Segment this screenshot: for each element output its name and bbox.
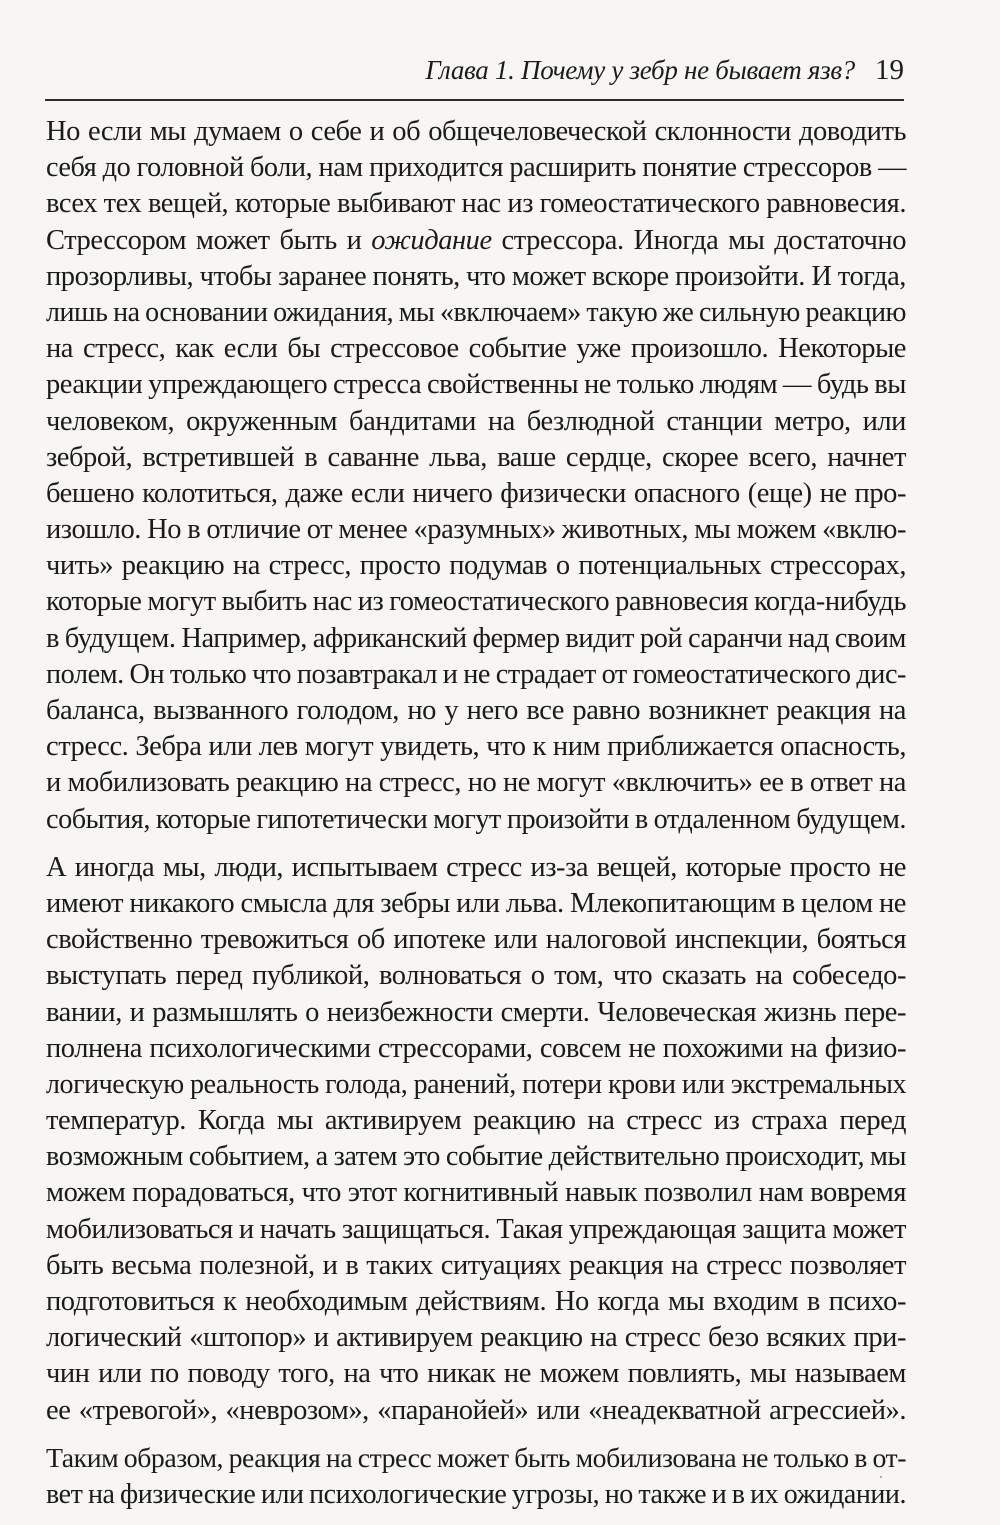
page-number: 19	[875, 54, 904, 86]
chapter-title: Глава 1. Почему у зебр не бывает язв?	[425, 55, 855, 85]
text-line: на стресс, как если бы стрессовое событие уже произошло. Некоторые	[46, 333, 906, 365]
text-line: чин или по поводу того, на что никак не можем повлиять, мы называем	[46, 1358, 906, 1390]
text-line: чить» реакцию на стресс, просто подумав о потенциальных стрессорах,	[46, 550, 906, 582]
text-line: человеком, окруженным бандитами на безлюдной станции метро, или	[46, 405, 906, 437]
text-line: логическую реальность голода, ранений, потери крови или экстремальных	[46, 1068, 906, 1100]
text-line: ее «тревогой», «неврозом», «паранойей» или «неадекватной агрессией».	[46, 1394, 906, 1426]
text-line: подготовиться к необходимым действиям. Но когда мы входим в психо-	[46, 1286, 906, 1317]
text-line: выступать перед публикой, волноваться о том, что сказать на собеседо-	[46, 960, 906, 992]
header-rule	[45, 99, 904, 101]
text-line: которые могут выбить нас из гомеостатического равновесия когда-нибудь	[46, 586, 906, 618]
text-line: вании, и размышлять о неизбежности смерти. Человеческая жизнь пере-	[46, 996, 906, 1028]
text-line: реакции упреждающего стресса свойственны не только людям — будь вы	[46, 369, 906, 401]
text-line: прозорливы, чтобы заранее понять, что может вскоре произойти. И тогда,	[46, 260, 906, 292]
text-line: стресс. Зебра или лев могут увидеть, что к ним приближается опасность,	[46, 731, 906, 763]
paragraph	[46, 1441, 906, 1513]
scan-speck	[880, 1476, 882, 1478]
text-line: имеют никакого смысла для зебры или льва. Млекопитающим в целом не	[46, 887, 906, 919]
text-line	[46, 223, 906, 259]
text-line: баланса, вызванного голодом, но у него все равно возникнет реакция на	[46, 695, 906, 726]
text-line: мобилизоваться и начать защищаться. Такая упреждающая защита может	[46, 1213, 906, 1245]
text-line: полнена психологическими стрессорами, совсем не похожими на физио-	[46, 1032, 906, 1064]
text-line: свойственно тревожиться об ипотеке или налоговой инспекции, бояться	[46, 924, 906, 956]
emphasis-text: ожидание	[371, 224, 492, 256]
text-line: температур. Когда мы активируем реакцию на стресс из страха перед	[46, 1105, 906, 1137]
text-line: вет на физические или психологические угрозы, но также и в их ожидании.	[46, 1478, 906, 1510]
text-line: можем порадоваться, что этот когнитивный навык позволил нам вовремя	[46, 1177, 906, 1209]
text-line: зеброй, встретившей в саванне льва, ваше сердце, скорее всего, начнет	[46, 441, 906, 473]
text-line: события, которые гипотетически могут произойти в отдаленном будущем.	[46, 803, 906, 835]
text-line: Таким образом, реакция на стресс может быть мобилизована не только в от-	[46, 1442, 906, 1474]
text-line: быть весьма полезной, и в таких ситуациях реакция на стресс позволяет	[46, 1249, 906, 1281]
text-line: бешено колотиться, даже если ничего физически опасного (еще) не про-	[46, 477, 906, 509]
text-line: в будущем. Например, африканский фермер видит рой саранчи над своим	[46, 622, 906, 654]
text-line: изошло. Но в отличие от менее «разумных» животных, мы можем «вклю-	[46, 514, 906, 546]
body-text	[46, 114, 906, 1525]
text-line: полем. Он только что позавтракал и не страдает от гомеостатического дис-	[46, 658, 906, 690]
text-run: стрессора. Иногда мы достаточно	[491, 224, 906, 256]
text-line: логический «штопор» и активируем реакцию на стресс безо всяких при-	[46, 1322, 906, 1354]
text-line: возможным событием, а затем это событие действительно происходит, мы	[46, 1141, 906, 1173]
text-line: всех тех вещей, которые выбивают нас из гомеостатического равновесия.	[46, 188, 906, 220]
paragraph	[46, 114, 906, 838]
paragraph	[46, 850, 906, 1429]
text-line: А иногда мы, люди, испытываем стресс из-за вещей, которые просто не	[46, 851, 906, 883]
text-line: Но если мы думаем о себе и об общечеловеческой склонности доводить	[46, 116, 906, 147]
text-run: Стрессором может быть и	[46, 224, 372, 256]
text-line: лишь на основании ожидания, мы «включаем» такую же сильную реакцию	[46, 296, 906, 328]
text-line: себя до головной боли, нам приходится расширить понятие стрессоров —	[46, 152, 906, 184]
text-line: и мобилизовать реакцию на стресс, но не могут «включить» ее в ответ на	[46, 767, 906, 799]
running-header	[40, 54, 904, 94]
